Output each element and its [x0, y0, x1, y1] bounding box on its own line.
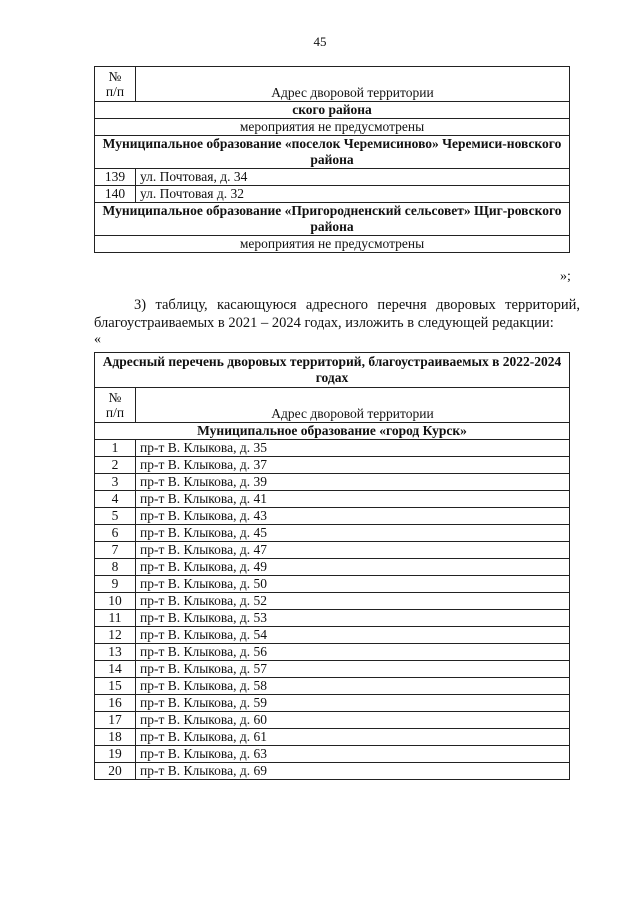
row-number: 16 — [95, 695, 136, 712]
row-number: 2 — [95, 457, 136, 474]
table-row — [95, 763, 570, 780]
section-row — [95, 203, 570, 236]
row-address: ул. Почтовая д. 32 — [136, 186, 570, 203]
row-number: 140 — [95, 186, 136, 203]
row-number: 6 — [95, 525, 136, 542]
row-number: 20 — [95, 763, 136, 780]
address-table-2022-2024 — [94, 352, 570, 780]
table-row — [95, 186, 570, 203]
section-row — [95, 136, 570, 169]
table-row — [95, 610, 570, 627]
row-address: пр-т В. Клыкова, д. 43 — [136, 508, 570, 525]
section-title: ского района — [95, 102, 570, 119]
amendment-paragraph — [94, 296, 580, 332]
row-number: 10 — [95, 593, 136, 610]
note-text: мероприятия не предусмотрены — [95, 119, 570, 136]
row-address: пр-т В. Клыкова, д. 54 — [136, 627, 570, 644]
row-address: пр-т В. Клыкова, д. 35 — [136, 440, 570, 457]
table-row — [95, 508, 570, 525]
table-row — [95, 169, 570, 186]
table-row — [95, 491, 570, 508]
page-number: 45 — [313, 34, 327, 49]
table-row — [95, 661, 570, 678]
row-number: 9 — [95, 576, 136, 593]
row-address: пр-т В. Клыкова, д. 59 — [136, 695, 570, 712]
row-address: пр-т В. Клыкова, д. 45 — [136, 525, 570, 542]
table-row — [95, 440, 570, 457]
row-number: 15 — [95, 678, 136, 695]
address-table-continued — [94, 66, 570, 253]
amendment-paragraph-text: 3) таблицу, касающуюся адресного перечня дворовых территорий, благоустраиваемых в 2021 – 2024 годах, изложить в следующей редакции: — [94, 297, 580, 331]
opening-quote: « — [94, 332, 101, 347]
row-address: пр-т В. Клыкова, д. 60 — [136, 712, 570, 729]
row-address: пр-т В. Клыкова, д. 50 — [136, 576, 570, 593]
row-address: пр-т В. Клыкова, д. 37 — [136, 457, 570, 474]
header-num-cell: № п/п — [95, 67, 136, 102]
row-number: 17 — [95, 712, 136, 729]
row-number: 4 — [95, 491, 136, 508]
row-number: 1 — [95, 440, 136, 457]
table-row — [95, 525, 570, 542]
row-number: 5 — [95, 508, 136, 525]
row-number: 139 — [95, 169, 136, 186]
table-row — [95, 457, 570, 474]
table-title: Адресный перечень дворовых территорий, благоустраиваемых в 2022-2024 годах — [95, 353, 570, 388]
row-address: пр-т В. Клыкова, д. 39 — [136, 474, 570, 491]
table-header-row — [95, 67, 570, 102]
row-address: пр-т В. Клыкова, д. 49 — [136, 559, 570, 576]
note-row — [95, 236, 570, 253]
table-row — [95, 644, 570, 661]
table-header-row — [95, 388, 570, 423]
row-address: пр-т В. Клыкова, д. 52 — [136, 593, 570, 610]
header-address-cell: Адрес дворовой территории — [136, 67, 570, 102]
section-title: Муниципальное образование «город Курск» — [95, 423, 570, 440]
table-row — [95, 729, 570, 746]
row-number: 11 — [95, 610, 136, 627]
header-num-cell: № п/п — [95, 388, 136, 423]
row-number: 14 — [95, 661, 136, 678]
table-row — [95, 627, 570, 644]
row-address: пр-т В. Клыкова, д. 58 — [136, 678, 570, 695]
row-address: пр-т В. Клыкова, д. 69 — [136, 763, 570, 780]
table-title-row — [95, 353, 570, 388]
closing-quote: »; — [560, 269, 571, 284]
row-address: ул. Почтовая, д. 34 — [136, 169, 570, 186]
table-row — [95, 542, 570, 559]
row-address: пр-т В. Клыкова, д. 57 — [136, 661, 570, 678]
row-address: пр-т В. Клыкова, д. 41 — [136, 491, 570, 508]
row-number: 19 — [95, 746, 136, 763]
table-row — [95, 695, 570, 712]
section-title: Муниципальное образование «поселок Черемисиново» Черемиси-новского района — [95, 136, 570, 169]
section-row — [95, 102, 570, 119]
table-row — [95, 712, 570, 729]
row-address: пр-т В. Клыкова, д. 61 — [136, 729, 570, 746]
row-address: пр-т В. Клыкова, д. 63 — [136, 746, 570, 763]
table-row — [95, 593, 570, 610]
section-title: Муниципальное образование «Пригородненский сельсовет» Щиг-ровского района — [95, 203, 570, 236]
row-address: пр-т В. Клыкова, д. 56 — [136, 644, 570, 661]
row-number: 18 — [95, 729, 136, 746]
row-number: 3 — [95, 474, 136, 491]
row-number: 13 — [95, 644, 136, 661]
note-row — [95, 119, 570, 136]
table-row — [95, 678, 570, 695]
table-row — [95, 474, 570, 491]
section-row — [95, 423, 570, 440]
note-text: мероприятия не предусмотрены — [95, 236, 570, 253]
row-address: пр-т В. Клыкова, д. 47 — [136, 542, 570, 559]
row-number: 12 — [95, 627, 136, 644]
header-address-cell: Адрес дворовой территории — [136, 388, 570, 423]
row-address: пр-т В. Клыкова, д. 53 — [136, 610, 570, 627]
table-row — [95, 746, 570, 763]
row-number: 8 — [95, 559, 136, 576]
row-number: 7 — [95, 542, 136, 559]
table-row — [95, 576, 570, 593]
table-row — [95, 559, 570, 576]
